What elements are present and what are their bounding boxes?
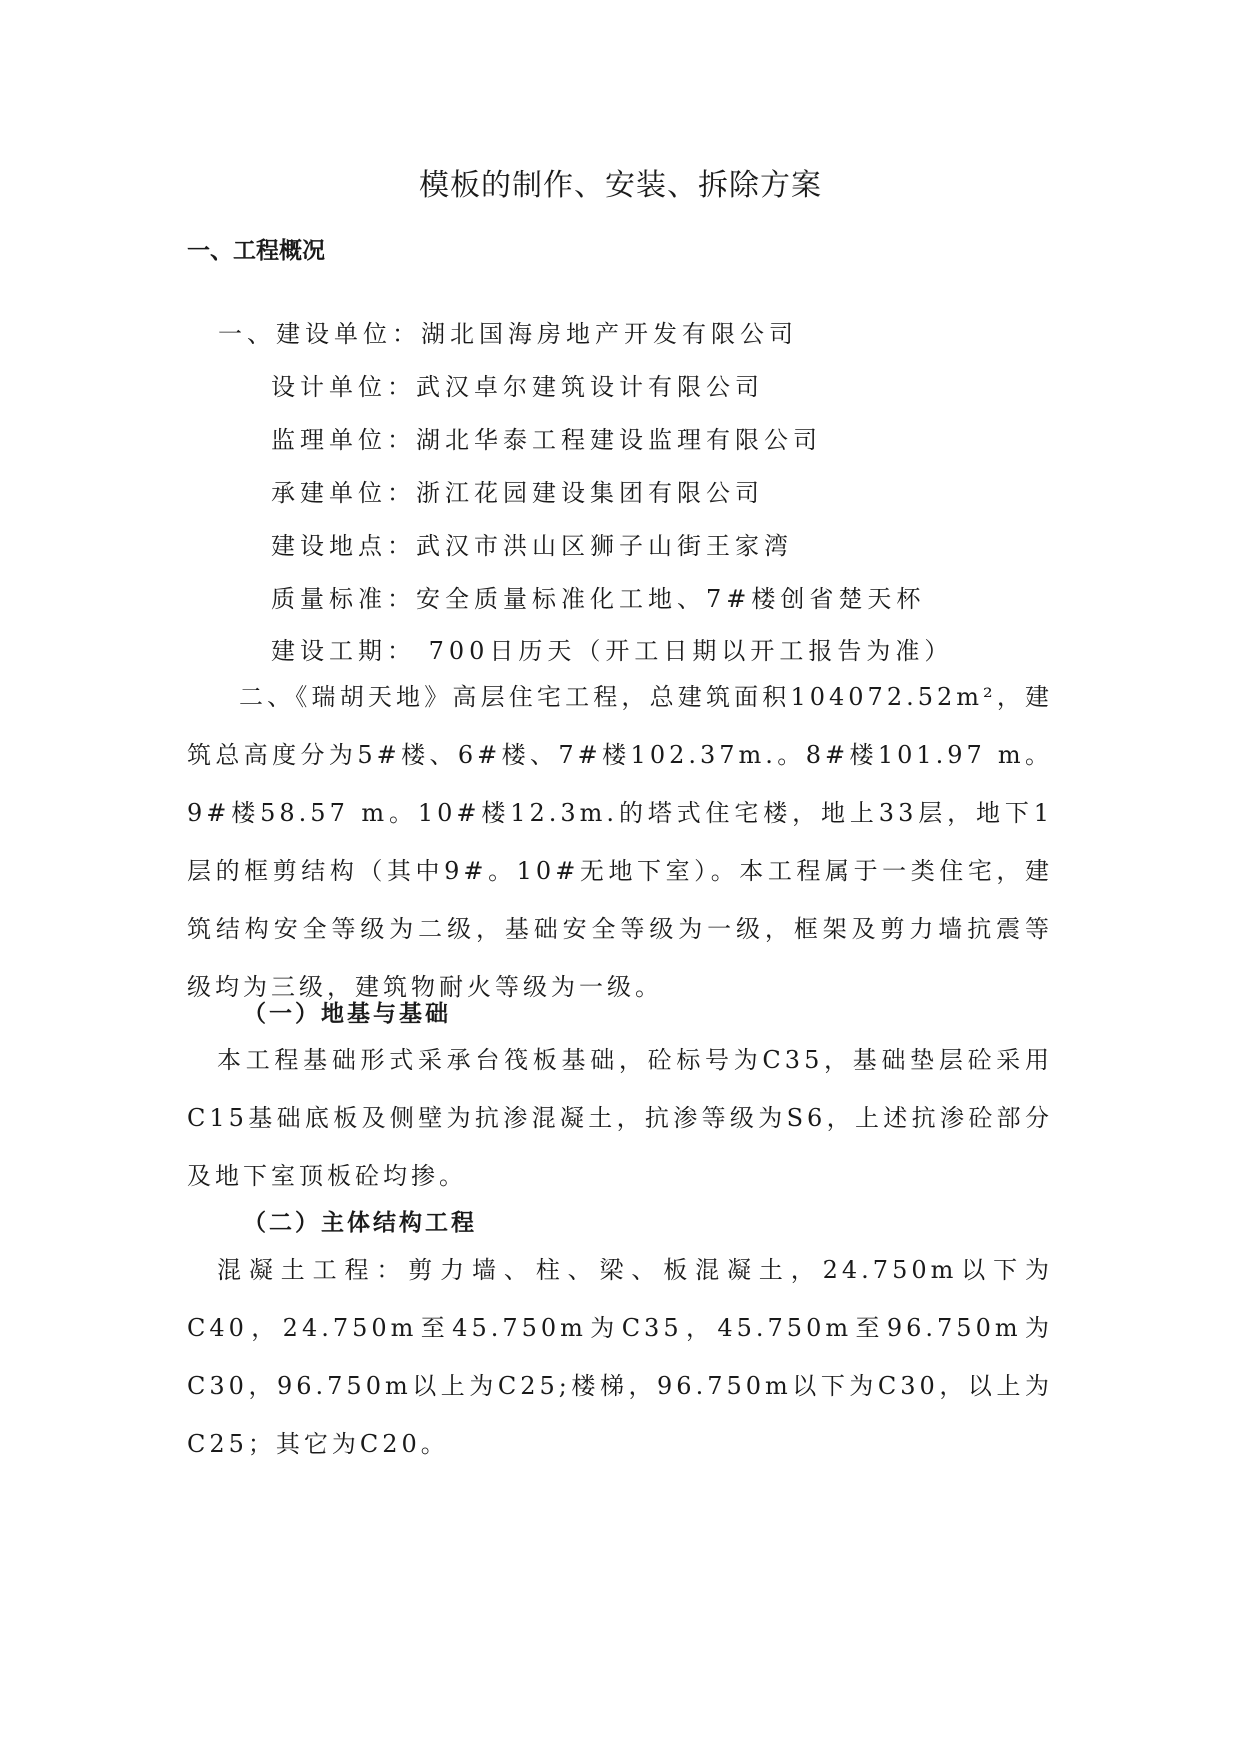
info-prefix: 一、: [218, 320, 276, 348]
info-row-location: [271, 526, 793, 561]
info-row-duration: [271, 631, 953, 666]
info-row-designer: [271, 367, 764, 402]
info-label: 设计单位：: [271, 373, 416, 401]
info-row-supervisor: [271, 420, 822, 455]
section-heading-overview: 一、工程概况: [187, 238, 325, 264]
info-label: 建设地点：: [271, 532, 416, 560]
info-label: 建设单位：: [276, 320, 421, 348]
info-row-quality: [271, 579, 925, 614]
info-label: 质量标准：: [271, 585, 416, 613]
info-row-developer: [218, 314, 798, 349]
info-row-contractor: [271, 473, 764, 508]
info-value: 700日历天（开工日期以开工报告为准）: [416, 637, 954, 665]
document-title: 模板的制作、安装、拆除方案: [419, 168, 822, 203]
info-label: 监理单位：: [271, 426, 416, 454]
info-label: 建设工期：: [271, 637, 416, 665]
structure-paragraph: 混凝土工程：剪力墙、柱、梁、板混凝土，24.750m以下为C40，24.750m至45.750m为C35，45.750m至96.750m为C30，96.750m以上为C25;楼梯，96.750m以下为C30，以上为C25；其它为C20。: [187, 1256, 1053, 1458]
subsection-heading-structure: （二）主体结构工程: [243, 1210, 477, 1236]
info-value: 安全质量标准化工地、7#楼创省楚天杯: [416, 585, 926, 613]
foundation-paragraph: 本工程基础形式采承台筏板基础，砼标号为C35，基础垫层砼采用C15基础底板及侧壁为抗渗混凝土，抗渗等级为S6，上述抗渗砼部分及地下室顶板砼均掺。: [187, 1046, 1053, 1190]
info-label: 承建单位：: [271, 479, 416, 507]
overview-paragraph: 二、《瑞胡天地》高层住宅工程，总建筑面积104072.52m²，建筑总高度分为5#楼、6#楼、7#楼102.37m.。8#楼101.97 m。9#楼58.57 m。10#楼12.3m.的塔式住宅楼，地上33层，地下1层的框剪结构（其中9#。10#无地下室）。本工程属于一类住宅，建筑结构安全等级为二级，基础安全等级为一级，框架及剪力墙抗震等级均为三级，建筑物耐火等级为一级。: [187, 683, 1053, 1001]
subsection-heading-foundation: （一）地基与基础: [243, 1001, 451, 1027]
info-value: 武汉卓尔建筑设计有限公司: [416, 373, 764, 401]
info-value: 浙江花园建设集团有限公司: [416, 479, 764, 507]
info-value: 湖北国海房地产开发有限公司: [421, 320, 798, 348]
info-value: 武汉市洪山区狮子山街王家湾: [416, 532, 793, 560]
info-value: 湖北华泰工程建设监理有限公司: [416, 426, 822, 454]
